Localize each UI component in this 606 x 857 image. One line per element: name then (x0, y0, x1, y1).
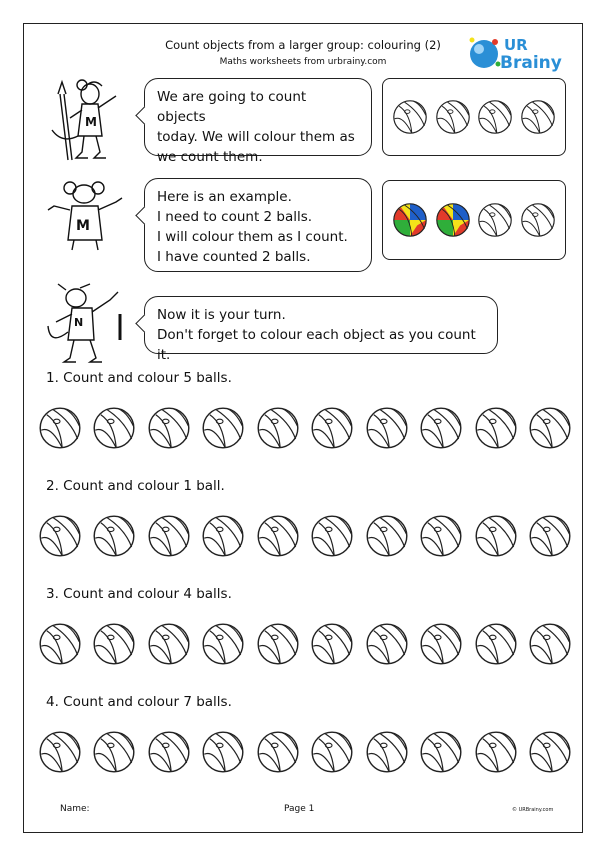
page-number: Page 1 (284, 804, 315, 814)
beach-ball-icon[interactable] (256, 406, 300, 450)
question-2-label: 2. Count and colour 1 ball. (46, 478, 225, 494)
beach-ball-icon[interactable] (92, 514, 136, 558)
beach-ball-icon[interactable] (528, 514, 572, 558)
question-2-ball-row (38, 514, 572, 558)
beach-ball-icon[interactable] (38, 730, 82, 774)
question-4-label: 4. Count and colour 7 balls. (46, 694, 232, 710)
svg-text:M: M (85, 115, 97, 129)
svg-text:M: M (76, 218, 90, 234)
beach-ball-icon[interactable] (92, 406, 136, 450)
question-1-label: 1. Count and colour 5 balls. (46, 370, 232, 386)
beach-ball-icon[interactable] (310, 514, 354, 558)
beach-ball-icon[interactable] (147, 514, 191, 558)
logo-brainy-text: Brainy (500, 53, 562, 73)
beach-ball-icon[interactable] (256, 622, 300, 666)
beach-ball-icon[interactable] (419, 406, 463, 450)
beach-ball-icon[interactable] (365, 514, 409, 558)
speech-bubble-intro (144, 78, 372, 165)
beach-ball-icon[interactable] (365, 730, 409, 774)
bubble-line: Don't forget to colour each object as you count it. (157, 327, 476, 363)
beach-ball-icon[interactable] (528, 730, 572, 774)
bubble-line: today. We will colour them as (157, 129, 355, 145)
mouse-waving-illustration (46, 180, 126, 252)
beach-ball-icon[interactable] (310, 730, 354, 774)
beach-ball-icon[interactable] (365, 622, 409, 666)
page-subtitle: Maths worksheets from urbrainy.com (219, 57, 387, 67)
beach-ball-icon[interactable] (92, 622, 136, 666)
beach-ball-icon[interactable] (528, 622, 572, 666)
beach-ball-icon[interactable] (38, 622, 82, 666)
beach-ball-icon[interactable] (201, 406, 245, 450)
question-4-ball-row (38, 730, 572, 774)
speech-bubble-example (144, 178, 372, 272)
page-title: Count objects from a larger group: colouring (2) (165, 38, 441, 52)
beach-ball-icon[interactable] (147, 622, 191, 666)
beach-ball-icon[interactable] (474, 406, 518, 450)
beach-ball-icon (435, 99, 471, 135)
bubble-line: We are going to count objects (157, 89, 307, 125)
beach-ball-icon[interactable] (419, 730, 463, 774)
bubble-line: I will colour them as I count. (157, 229, 348, 245)
beach-ball-icon[interactable] (419, 514, 463, 558)
beach-ball-icon[interactable] (474, 622, 518, 666)
beach-ball-icon[interactable] (474, 514, 518, 558)
question-3-label: 3. Count and colour 4 balls. (46, 586, 232, 602)
beach-ball-icon (520, 202, 556, 238)
bubble-line: I need to count 2 balls. (157, 209, 313, 225)
beach-ball-icon[interactable] (528, 406, 572, 450)
beach-ball-icon[interactable] (365, 406, 409, 450)
beach-ball-icon (520, 99, 556, 135)
speech-bubble-your-turn (144, 296, 498, 363)
question-3-ball-row (38, 622, 572, 666)
coloured-beach-ball-icon (435, 202, 471, 238)
svg-text:N: N (74, 316, 84, 329)
urbrainy-logo (464, 30, 564, 74)
beach-ball-icon[interactable] (256, 730, 300, 774)
beach-ball-icon[interactable] (310, 622, 354, 666)
beach-ball-icon[interactable] (310, 406, 354, 450)
bubble-line: we count them. (157, 149, 263, 165)
beach-ball-icon (392, 99, 428, 135)
beach-ball-icon[interactable] (38, 514, 82, 558)
beach-ball-icon (477, 202, 513, 238)
beach-ball-icon[interactable] (38, 406, 82, 450)
beach-ball-icon (477, 99, 513, 135)
name-label: Name: (60, 804, 90, 814)
bubble-line: Here is an example. (157, 189, 292, 205)
bubble-line: Now it is your turn. (157, 307, 286, 323)
copyright-notice: © URBrainy.com (512, 807, 554, 813)
logo-ur-text: UR (504, 36, 528, 54)
question-1-ball-row (38, 406, 572, 450)
mouse-with-pencil-illustration (42, 74, 120, 164)
beach-ball-icon[interactable] (147, 406, 191, 450)
beach-ball-icon[interactable] (201, 622, 245, 666)
uncoloured-balls-box (382, 78, 566, 156)
coloured-beach-ball-icon (392, 202, 428, 238)
beach-ball-icon[interactable] (201, 730, 245, 774)
beach-ball-icon[interactable] (256, 514, 300, 558)
beach-ball-icon[interactable] (474, 730, 518, 774)
example-balls-box (382, 180, 566, 260)
beach-ball-icon[interactable] (201, 514, 245, 558)
beach-ball-icon[interactable] (147, 730, 191, 774)
bubble-line: I have counted 2 balls. (157, 249, 311, 265)
mouse-pointing-illustration (44, 282, 126, 368)
beach-ball-icon[interactable] (92, 730, 136, 774)
beach-ball-icon[interactable] (419, 622, 463, 666)
